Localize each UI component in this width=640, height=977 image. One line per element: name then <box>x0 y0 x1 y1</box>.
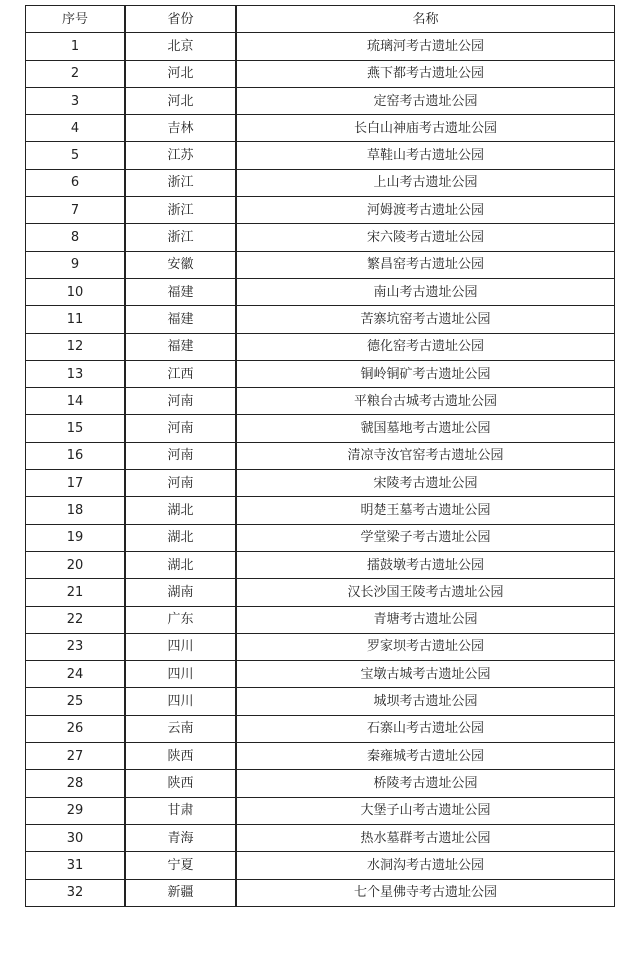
cell-name: 热水墓群考古遗址公园 <box>236 824 615 851</box>
cell-province: 安徽 <box>125 251 236 278</box>
cell-province: 河北 <box>125 87 236 114</box>
cell-province: 北京 <box>125 33 236 60</box>
cell-name: 青塘考古遗址公园 <box>236 606 615 633</box>
cell-province: 湖北 <box>125 551 236 578</box>
cell-province: 福建 <box>125 306 236 333</box>
cell-province: 河北 <box>125 60 236 87</box>
cell-no: 12 <box>26 333 126 360</box>
cell-name: 清凉寺汝官窑考古遗址公园 <box>236 442 615 469</box>
cell-name: 德化窑考古遗址公园 <box>236 333 615 360</box>
cell-name: 繁昌窑考古遗址公园 <box>236 251 615 278</box>
cell-province: 陕西 <box>125 743 236 770</box>
cell-province: 福建 <box>125 278 236 305</box>
cell-no: 22 <box>26 606 126 633</box>
table-row <box>26 715 615 742</box>
cell-name: 铜岭铜矿考古遗址公园 <box>236 360 615 387</box>
cell-name: 南山考古遗址公园 <box>236 278 615 305</box>
cell-no: 18 <box>26 497 126 524</box>
cell-name: 平粮台古城考古遗址公园 <box>236 388 615 415</box>
cell-no: 9 <box>26 251 126 278</box>
table-row <box>26 852 615 879</box>
cell-name: 宝墩古城考古遗址公园 <box>236 661 615 688</box>
table-row <box>26 688 615 715</box>
table-row <box>26 470 615 497</box>
cell-province: 湖南 <box>125 579 236 606</box>
header-row <box>26 6 615 33</box>
cell-no: 16 <box>26 442 126 469</box>
cell-name: 汉长沙国王陵考古遗址公园 <box>236 579 615 606</box>
table-row <box>26 551 615 578</box>
cell-no: 3 <box>26 87 126 114</box>
table-row <box>26 879 615 906</box>
table-row <box>26 142 615 169</box>
cell-no: 25 <box>26 688 126 715</box>
table-row <box>26 87 615 114</box>
cell-no: 7 <box>26 197 126 224</box>
cell-province: 甘肃 <box>125 797 236 824</box>
table-row <box>26 360 615 387</box>
table-row <box>26 415 615 442</box>
cell-province: 湖北 <box>125 524 236 551</box>
header-name: 名称 <box>236 6 615 33</box>
cell-name: 明楚王墓考古遗址公园 <box>236 497 615 524</box>
cell-no: 31 <box>26 852 126 879</box>
cell-province: 浙江 <box>125 224 236 251</box>
cell-name: 石寨山考古遗址公园 <box>236 715 615 742</box>
cell-province: 江苏 <box>125 142 236 169</box>
table-row <box>26 633 615 660</box>
cell-province: 吉林 <box>125 115 236 142</box>
table-row <box>26 33 615 60</box>
archaeological-park-table <box>25 5 615 907</box>
table-row <box>26 60 615 87</box>
table-row <box>26 497 615 524</box>
cell-province: 江西 <box>125 360 236 387</box>
table-row <box>26 115 615 142</box>
cell-no: 26 <box>26 715 126 742</box>
cell-province: 广东 <box>125 606 236 633</box>
cell-no: 5 <box>26 142 126 169</box>
cell-province: 宁夏 <box>125 852 236 879</box>
cell-name: 七个星佛寺考古遗址公园 <box>236 879 615 906</box>
cell-name: 河姆渡考古遗址公园 <box>236 197 615 224</box>
cell-name: 燕下都考古遗址公园 <box>236 60 615 87</box>
cell-province: 河南 <box>125 388 236 415</box>
cell-name: 苦寨坑窑考古遗址公园 <box>236 306 615 333</box>
cell-name: 宋六陵考古遗址公园 <box>236 224 615 251</box>
cell-province: 福建 <box>125 333 236 360</box>
cell-province: 四川 <box>125 688 236 715</box>
cell-name: 草鞋山考古遗址公园 <box>236 142 615 169</box>
cell-province: 浙江 <box>125 169 236 196</box>
table-row <box>26 442 615 469</box>
cell-name: 城坝考古遗址公园 <box>236 688 615 715</box>
cell-name: 虢国墓地考古遗址公园 <box>236 415 615 442</box>
cell-province: 浙江 <box>125 197 236 224</box>
cell-name: 琉璃河考古遗址公园 <box>236 33 615 60</box>
table-row <box>26 278 615 305</box>
cell-province: 四川 <box>125 661 236 688</box>
header-no: 序号 <box>26 6 126 33</box>
cell-no: 21 <box>26 579 126 606</box>
header-province: 省份 <box>125 6 236 33</box>
cell-no: 20 <box>26 551 126 578</box>
cell-name: 水洞沟考古遗址公园 <box>236 852 615 879</box>
cell-no: 23 <box>26 633 126 660</box>
cell-province: 云南 <box>125 715 236 742</box>
cell-province: 湖北 <box>125 497 236 524</box>
cell-name: 桥陵考古遗址公园 <box>236 770 615 797</box>
cell-no: 11 <box>26 306 126 333</box>
cell-no: 6 <box>26 169 126 196</box>
cell-province: 青海 <box>125 824 236 851</box>
cell-no: 14 <box>26 388 126 415</box>
cell-no: 17 <box>26 470 126 497</box>
cell-no: 30 <box>26 824 126 851</box>
table-row <box>26 306 615 333</box>
table-row <box>26 770 615 797</box>
table-header <box>26 6 615 33</box>
cell-name: 罗家坝考古遗址公园 <box>236 633 615 660</box>
cell-no: 24 <box>26 661 126 688</box>
cell-no: 1 <box>26 33 126 60</box>
cell-province: 四川 <box>125 633 236 660</box>
cell-name: 长白山神庙考古遗址公园 <box>236 115 615 142</box>
cell-province: 河南 <box>125 415 236 442</box>
cell-no: 2 <box>26 60 126 87</box>
table-row <box>26 743 615 770</box>
cell-province: 河南 <box>125 470 236 497</box>
cell-province: 新疆 <box>125 879 236 906</box>
table-row <box>26 661 615 688</box>
table-row <box>26 224 615 251</box>
cell-no: 13 <box>26 360 126 387</box>
cell-name: 学堂梁子考古遗址公园 <box>236 524 615 551</box>
cell-name: 擂鼓墩考古遗址公园 <box>236 551 615 578</box>
cell-province: 陕西 <box>125 770 236 797</box>
cell-no: 4 <box>26 115 126 142</box>
cell-no: 27 <box>26 743 126 770</box>
table-row <box>26 333 615 360</box>
cell-no: 32 <box>26 879 126 906</box>
table-row <box>26 824 615 851</box>
table-row <box>26 197 615 224</box>
cell-name: 宋陵考古遗址公园 <box>236 470 615 497</box>
table-body <box>26 33 615 907</box>
table-row <box>26 388 615 415</box>
cell-name: 大堡子山考古遗址公园 <box>236 797 615 824</box>
table-row <box>26 251 615 278</box>
cell-no: 10 <box>26 278 126 305</box>
table-row <box>26 579 615 606</box>
table-row <box>26 797 615 824</box>
cell-name: 上山考古遗址公园 <box>236 169 615 196</box>
cell-no: 8 <box>26 224 126 251</box>
cell-name: 定窑考古遗址公园 <box>236 87 615 114</box>
table-row <box>26 169 615 196</box>
table-row <box>26 606 615 633</box>
cell-name: 秦雍城考古遗址公园 <box>236 743 615 770</box>
cell-no: 19 <box>26 524 126 551</box>
cell-no: 29 <box>26 797 126 824</box>
cell-no: 15 <box>26 415 126 442</box>
cell-province: 河南 <box>125 442 236 469</box>
table-row <box>26 524 615 551</box>
cell-no: 28 <box>26 770 126 797</box>
